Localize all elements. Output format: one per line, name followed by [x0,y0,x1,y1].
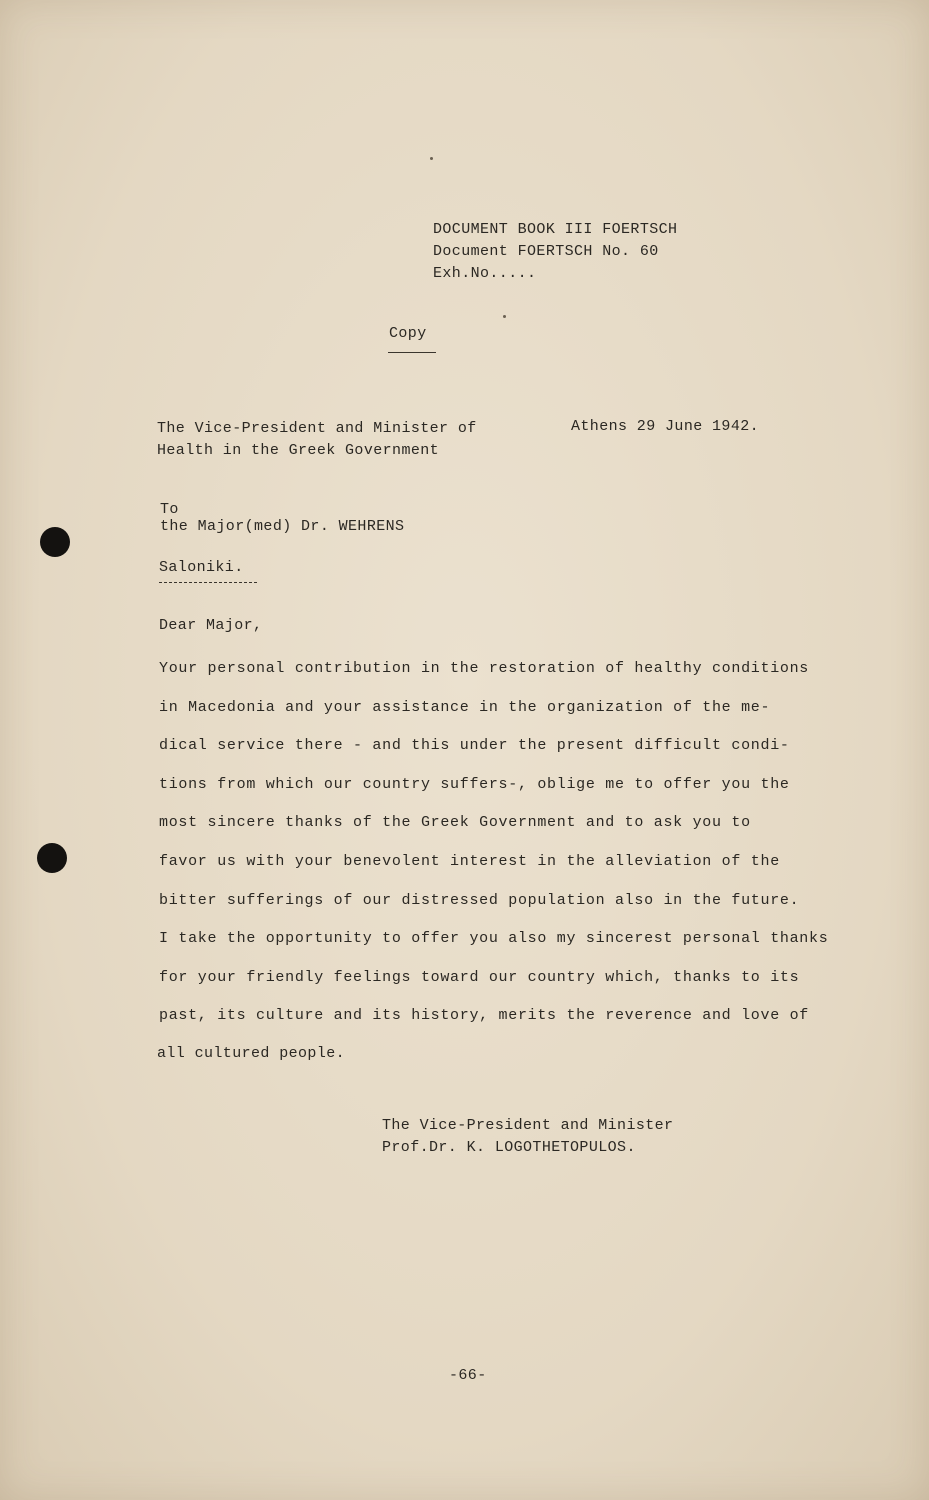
copy-label: Copy [389,325,427,342]
to-label: To [160,501,179,518]
punch-hole-bottom [37,843,67,873]
paper-speck [503,315,506,318]
recipient-name: the Major(med) Dr. WEHRENS [160,518,405,535]
copy-underline [388,352,436,353]
letter-body: Your personal contribution in the restoration of healthy conditions in Macedonia and your assistance in the organization of the me- dical service there - and this under the present difficult condi- tions from which our country suffers-, oblige me to offer you the most sincere thanks of the Greek Government and to ask you to favor us with your benevolent interest in the alleviation of the bitter sufferings of our distressed population also in the future. I take the opportunity to offer you also my sincerest personal thanks for your friendly feelings toward our country which, thanks to its past, its culture and its history, merits the reverence and love of [159,660,829,1025]
page-number: -66- [449,1367,487,1384]
salutation: Dear Major, [159,617,263,634]
recipient-city: Saloniki. [159,559,244,576]
letter-date: Athens 29 June 1942. [571,418,760,435]
sender-block: The Vice-President and Minister of Health in the Greek Government [157,420,477,459]
signature-block: The Vice-President and Minister Prof.Dr. K. LOGOTHETOPULOS. [382,1117,674,1156]
city-underline [159,582,257,583]
document-reference-header: DOCUMENT BOOK III FOERTSCH Document FOERTSCH No. 60 Exh.No..... [433,221,678,282]
paper-speck [430,157,433,160]
letter-closing-line: all cultured people. [157,1045,346,1062]
punch-hole-top [40,527,70,557]
